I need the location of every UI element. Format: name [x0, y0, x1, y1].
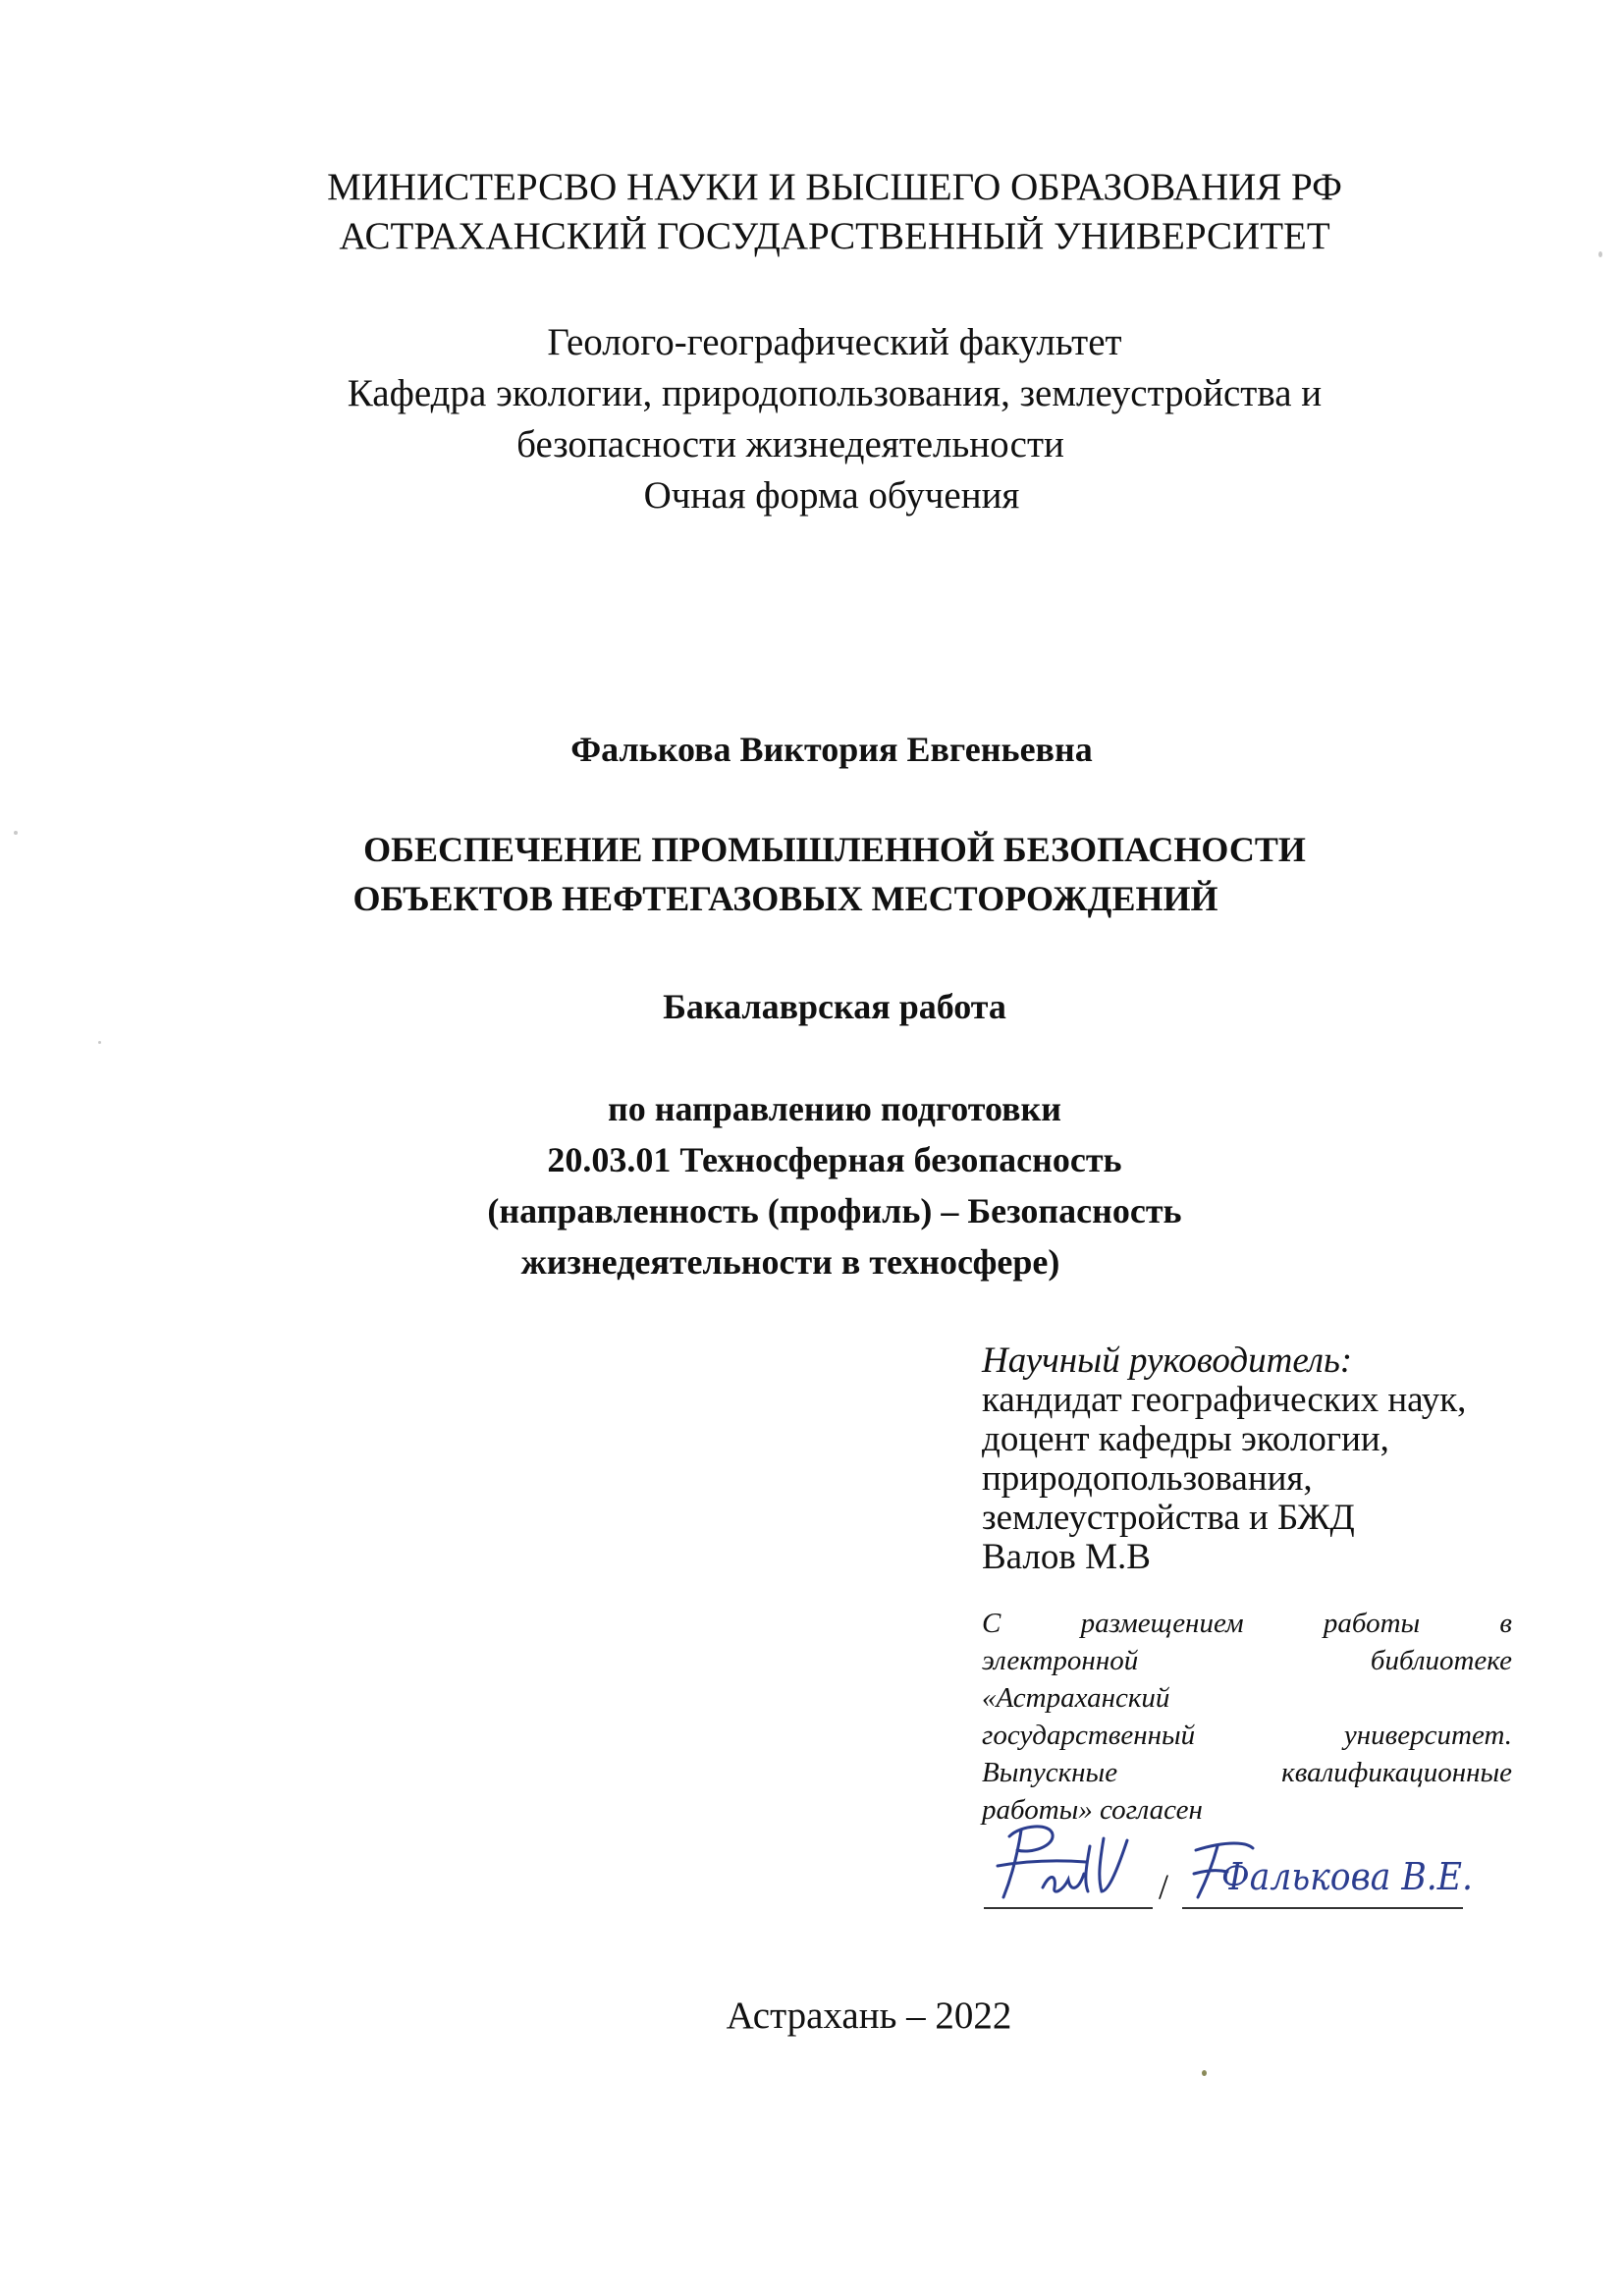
thesis-title-line-2: ОБЪЕКТОВ НЕФТЕГАЗОВЫХ МЕСТОРОЖДЕНИЙ	[352, 879, 1218, 918]
handwritten-name	[1188, 1834, 1483, 1903]
consent-line-4: государственный университет.	[982, 1720, 1512, 1751]
supervisor-department-2: землеустройства и БЖД	[982, 1498, 1355, 1538]
supervisor-label: Научный руководитель:	[982, 1340, 1353, 1381]
consent-line-1: С размещением работы в	[982, 1608, 1512, 1639]
supervisor-name: Валов М.В	[982, 1537, 1151, 1577]
supervisor-degree: кандидат географических наук,	[982, 1380, 1467, 1420]
signature-separator: /	[1159, 1867, 1169, 1906]
name-underline	[1182, 1907, 1463, 1909]
direction-line-2: 20.03.01 Техносферная безопасность	[547, 1140, 1122, 1179]
direction-line-4: жизнедеятельности в техносфере)	[520, 1242, 1060, 1282]
scan-speck	[1202, 2070, 1207, 2076]
faculty-name: Геолого-географический факультет	[547, 321, 1122, 363]
thesis-title-line-1: ОБЕСПЕЧЕНИЕ ПРОМЫШЛЕННОЙ БЕЗОПАСНОСТИ	[363, 830, 1306, 869]
consent-line-5: Выпускные квалификационные	[982, 1757, 1512, 1788]
department-line-2: безопасности жизнедеятельности	[516, 423, 1064, 465]
ministry-heading: МИНИСТЕРСВО НАУКИ И ВЫСШЕГО ОБРАЗОВАНИЯ РФ	[327, 166, 1342, 208]
department-line-1: Кафедра экологии, природопользования, землеустройства и	[347, 372, 1323, 414]
direction-line-3: (направленность (профиль) – Безопасность	[487, 1191, 1182, 1230]
svg-text:Фалькова В.Е.: Фалькова В.Е.	[1221, 1855, 1473, 1898]
consent-line-2: электронной библиотеке	[982, 1645, 1512, 1676]
city-year: Астрахань – 2022	[726, 1995, 1012, 2037]
author-name: Фалькова Виктория Евгеньевна	[570, 730, 1093, 769]
university-heading: АСТРАХАНСКИЙ ГОСУДАРСТВЕННЫЙ УНИВЕРСИТЕТ	[339, 215, 1330, 257]
signature-underline	[984, 1907, 1153, 1909]
study-form: Очная форма обучения	[643, 474, 1020, 517]
consent-block	[982, 1605, 1512, 1829]
direction-line-1: по направлению подготовки	[607, 1089, 1062, 1128]
supervisor-block	[982, 1341, 1512, 1577]
supervisor-department-1: природопользования,	[982, 1458, 1313, 1499]
scan-speck	[1598, 251, 1602, 257]
work-type: Бакалаврская работа	[663, 987, 1006, 1026]
scan-speck	[14, 831, 18, 835]
consent-line-6: работы» согласен	[982, 1794, 1203, 1826]
scan-speck	[98, 1041, 101, 1044]
consent-line-3: «Астраханский	[982, 1682, 1170, 1714]
supervisor-position: доцент кафедры экологии,	[982, 1419, 1389, 1459]
handwritten-signature	[992, 1817, 1149, 1907]
